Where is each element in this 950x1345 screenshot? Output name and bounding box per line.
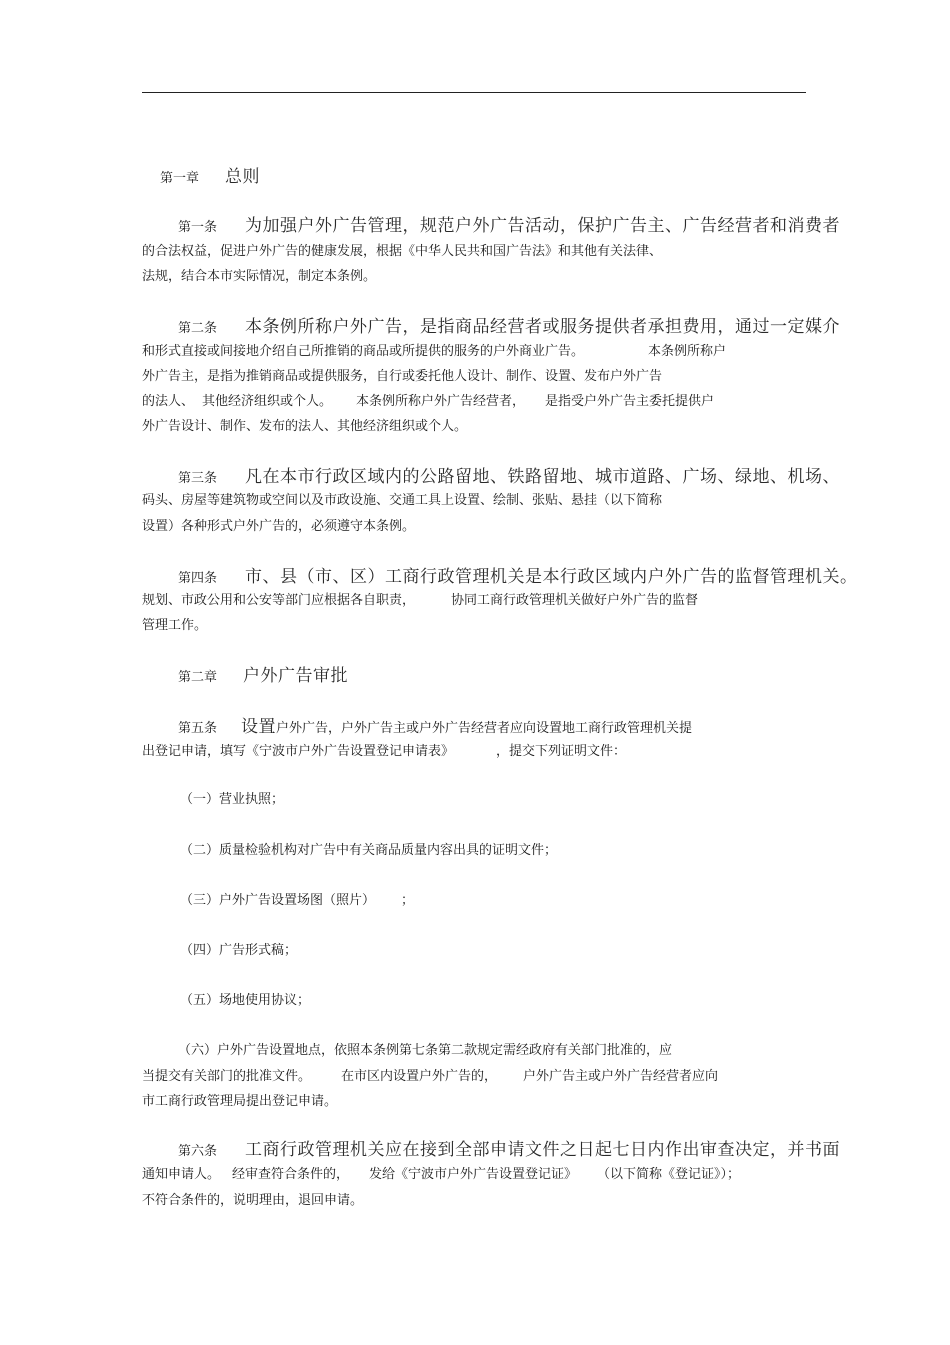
list-item-6-line-2: 当提交有关部门的批准文件。 在市区内设置户外广告的， 户外广告主或户外广告经营者应向: [142, 1069, 719, 1084]
list-item-6-line-3: 市工商行政管理局提出登记申请。: [142, 1094, 338, 1109]
article-label: 第三条: [178, 471, 218, 486]
article-1-line-2: 的合法权益，促进户外广告的健康发展，根据《中华人民共和国广告法》和其他有关法律、: [142, 244, 663, 259]
article-4-line-2: 规划、市政公用和公安等部门应根据各自职责， 协同工商行政管理机关做好户外广告的监督: [142, 593, 699, 608]
chapter-title: 总则: [225, 167, 261, 187]
article-6-line-3: 不符合条件的，说明理由，退回申请。: [142, 1193, 364, 1208]
article-1-line-1: 第一条 为加强户外广告管理，规范户外广告活动，保护广告主、广告经营者和消费者: [178, 216, 841, 236]
article-2-line-2: 和形式直接或间接地介绍自己所推销的商品或所提供的服务的户外商业广告。 本条例所称户: [142, 344, 727, 359]
list-item-3: （三）户外广告设置场图（照片） ；: [180, 893, 415, 908]
article-2-line-4: 的法人、 其他经济组织或个人。 本条例所称户外广告经营者， 是指受户外广告主委托提供户: [142, 394, 715, 409]
list-item-4: （四）广告形式稿；: [180, 943, 298, 958]
header-rule: [142, 92, 806, 93]
article-2-line-3: 外广告主，是指为推销商品或提供服务，自行或委托他人设计、制作、设置、发布户外广告: [142, 369, 663, 384]
chapter-label: 第二章: [178, 670, 218, 685]
article-6-line-1: 第六条 工商行政管理机关应在接到全部申请文件之日起七日内作出审查决定，并书面: [178, 1140, 841, 1160]
list-item-5: （五）场地使用协议；: [180, 993, 311, 1008]
article-3-line-1: 第三条 凡在本市行政区域内的公路留地、铁路留地、城市道路、广场、绿地、机场、: [178, 467, 841, 487]
article-3-line-3: 设置）各种形式户外广告的，必须遵守本条例。: [142, 519, 416, 534]
article-3-line-2: 码头、房屋等建筑物或空间以及市政设施、交通工具上设置、绘制、张贴、悬挂（以下简称: [142, 493, 663, 508]
chapter-label: 第一章: [160, 171, 200, 186]
article-1-line-3: 法规，结合本市实际情况，制定本条例。: [142, 269, 377, 284]
list-item-1: （一）营业执照；: [180, 792, 285, 807]
article-4-line-3: 管理工作。: [142, 618, 208, 633]
article-5-line-2: 出登记申请，填写《宁波市户外广告设置登记申请表》 ，提交下列证明文件：: [142, 744, 627, 759]
article-4-line-1: 第四条 市、县（市、区）工商行政管理机关是本行政区域内户外广告的监督管理机关。: [178, 567, 858, 587]
article-label: 第六条: [178, 1144, 218, 1159]
article-label: 第四条: [178, 571, 218, 586]
article-label: 第二条: [178, 321, 218, 336]
list-item-6-line-1: （六）户外广告设置地点，依照本条例第七条第二款规定需经政府有关部门批准的，应: [178, 1043, 673, 1058]
list-item-2: （二）质量检验机构对广告中有关商品质量内容出具的证明文件；: [180, 843, 558, 858]
article-6-line-2: 通知申请人。 经审查符合条件的， 发给《宁波市户外广告设置登记证》 （以下简称《登记证》）；: [142, 1167, 741, 1182]
article-label: 第五条: [178, 721, 218, 736]
article-2-line-5: 外广告设计、制作、发布的法人、其他经济组织或个人。: [142, 419, 468, 434]
chapter-2-heading: [178, 665, 348, 687]
chapter-title: 户外广告审批: [243, 666, 349, 686]
article-2-line-1: 第二条 本条例所称户外广告，是指商品经营者或服务提供者承担费用，通过一定媒介: [178, 317, 841, 337]
chapter-1-heading: [160, 166, 260, 188]
article-5-line-1: 第五条 设置户外广告，户外广告主或户外广告经营者应向设置地工商行政管理机关提: [178, 717, 693, 737]
article-label: 第一条: [178, 220, 218, 235]
